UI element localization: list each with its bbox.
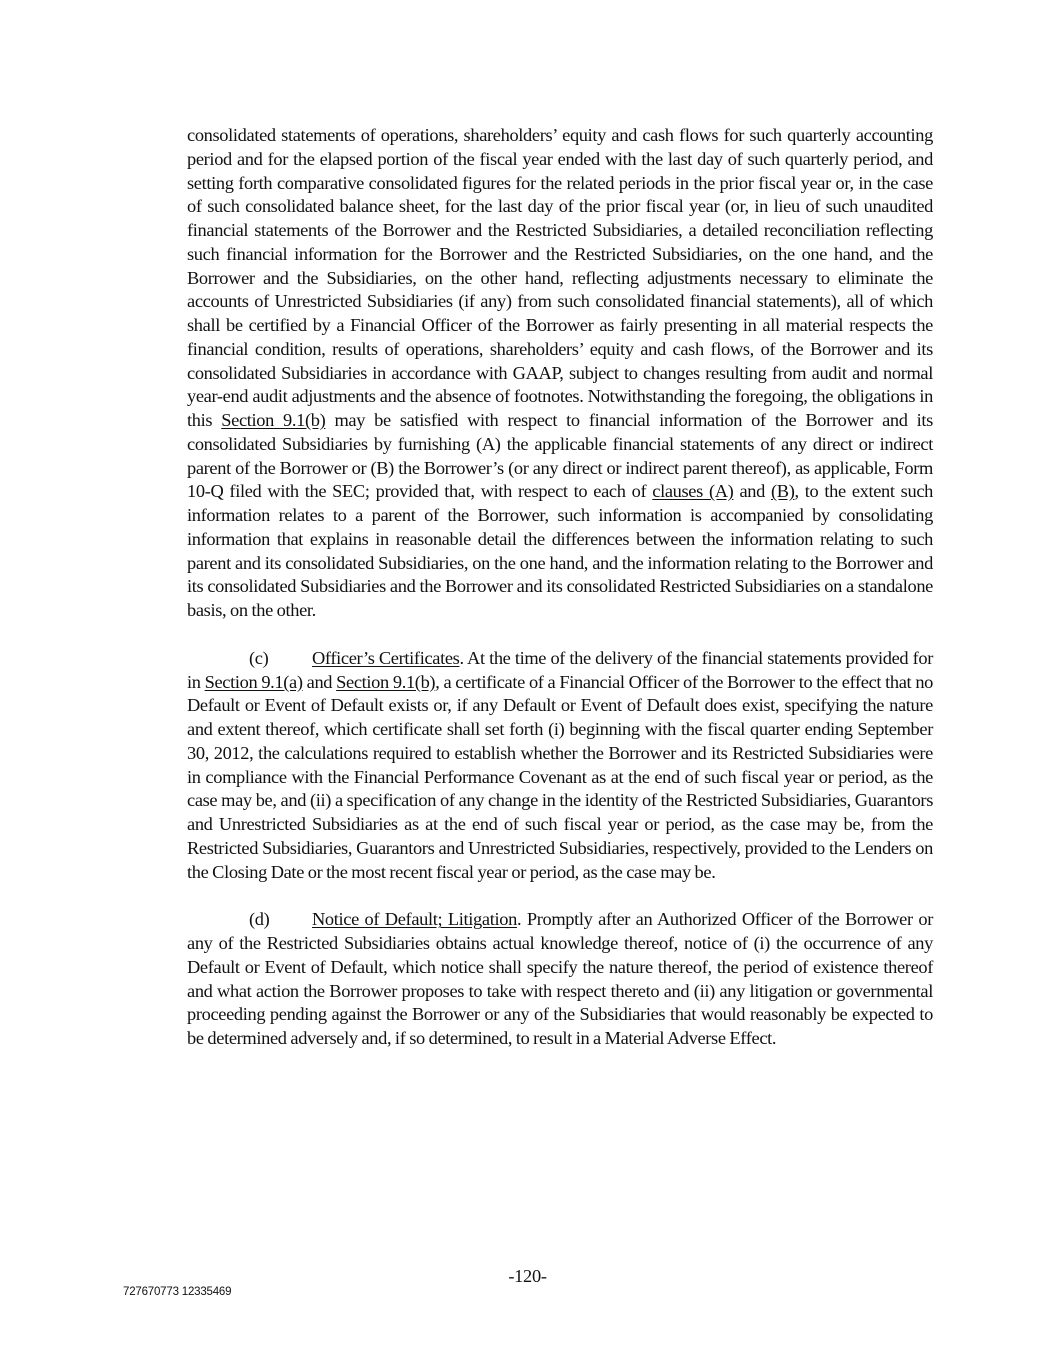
paragraph-d [187, 908, 933, 1051]
cross-reference: clauses (A) [652, 481, 734, 502]
text-run: . Promptly after an Authorized Officer of the Borrower or any of the Restricted Subsidiaries obtains actual knowledge thereof, notice of (i) the occurrence of any Default or Event of Default, which notice shall specify the nature thereof, the period of existence thereof and what action the Borrower proposes to take with respect thereto and (ii) any litigation or governmental proceeding pending against the Borrower or any of the Subsidiaries that would reasonably be expected to be determined adversely and, if so determined, to result in a Material Adverse Effect. [187, 909, 933, 1048]
document-id: 727670773 12335469 [123, 1286, 232, 1298]
clause-label: (d) [249, 909, 270, 930]
clause-heading: Officer’s Certificates [312, 647, 460, 668]
cross-reference: Section 9.1(b) [221, 410, 326, 430]
text-run: consolidated statements of operations, shareholders’ equity and cash flows for such quarterly accounting period and for the elapsed portion of the fiscal year ended with the last day of such quarterly period, and setting forth comparative consolidated figures for the related periods in the prior fiscal year or, in the case of such consolidated balance sheet, for the last day of the prior fiscal year (or, in lieu of such unaudited financial statements of the Borrower and the Restricted Subsidiaries, a detailed reconciliation reflecting such financial information for the Borrower and the Restricted Subsidiaries, on the one hand, and the Borrower and the Subsidiaries, on the other hand, reflecting adjustments necessary to eliminate the accounts of Unrestricted Subsidiaries (if any) from such consolidated financial statements), all of which shall be certified by a Financial Officer of the Borrower as fairly presenting in all material respects the financial condition, results of operations, shareholders’ equity and cash flows, of the Borrower and its consolidated Subsidiaries in accordance with GAAP, subject to changes resulting from audit and normal year-end audit adjustments and the absence of footnotes. Notwithstanding the foregoing, the obligations in this [187, 125, 933, 430]
cross-reference: Section 9.1(b) [336, 671, 436, 692]
text-run: may be satisfied with respect to financial information of the Borrower and its consolidated Subsidiaries by furnishing (A) the applicable financial statements of any direct or indirect parent of the Borrower or (B) the Borrower’s (or any direct or indirect parent thereof), as applicable, Form 10-Q filed with the SEC; provided that, with respect to each of [187, 410, 933, 502]
paragraph-c [187, 647, 933, 885]
text-run: and [733, 481, 771, 502]
clause-heading: Notice of Default; Litigation [312, 909, 517, 930]
page-body [187, 124, 933, 1075]
text-run: , to the extent such information relates to a parent of the Borrower, such information is accompanied by consolidating information that explains in reasonable detail the differences between the information relating to such parent and its consolidated Subsidiaries, on the one hand, and the information relating to the Borrower and its consolidated Subsidiaries and the Borrower and its consolidated Restricted Subsidiaries on a standalone basis, on the other. [187, 481, 933, 620]
text-run: . At the time of the delivery of the financial statements provided for in [187, 647, 933, 692]
page-number: -120- [508, 1266, 547, 1286]
cross-reference: Section 9.1(a) [204, 671, 303, 692]
text-run: , a certificate of a Financial Officer of the Borrower to the effect that no Default or Event of Default exists or, if any Default or Event of Default does exist, specifying the nature and extent thereof, which certificate shall set forth (i) beginning with the fiscal quarter ending September 30, 2012, the calculations required to establish whether the Borrower and its Restricted Subsidiaries were in compliance with the Financial Performance Covenant as at the end of such fiscal year or period, as the case may be, and (ii) a specification of any change in the identity of the Restricted Subsidiaries, Guarantors and Unrestricted Subsidiaries as at the end of such fiscal year or period, as the case may be, from the Restricted Subsidiaries, Guarantors and Unrestricted Subsidiaries, respectively, provided to the Lenders on the Closing Date or the most recent fiscal year or period, as the case may be. [187, 671, 934, 882]
cross-reference: (B) [771, 481, 795, 502]
paragraph-b-continued [187, 124, 933, 623]
text-run: and [302, 671, 337, 692]
clause-label: (c) [249, 647, 269, 668]
